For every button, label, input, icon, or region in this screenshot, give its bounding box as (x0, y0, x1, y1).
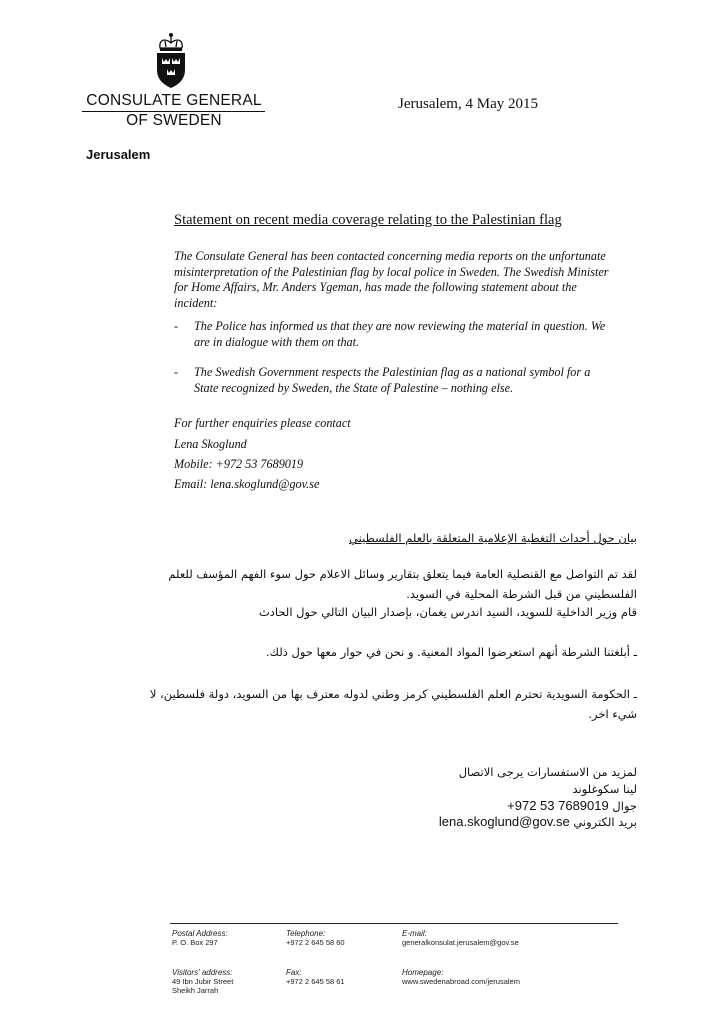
swedish-crown-crest-icon (151, 32, 191, 90)
arabic-title: بيان حول أحداث التغطية الإعلامية المتعلقة بالعلم الفلسطيني (349, 531, 637, 545)
footer-telephone-label: Telephone: (286, 929, 326, 938)
footer-visitors-line1: 49 Ibn Jubir Street (172, 977, 234, 986)
footer-postal-value: P. O. Box 297 (172, 938, 218, 947)
footer-visitors-label: Visitors' address: (172, 968, 233, 977)
statement-bullet (174, 365, 614, 396)
footer-email-value: generalkonsulat.jerusalem@gov.se (402, 938, 519, 947)
arabic-contact-heading: لمزيد من الاستفسارات يرجى الاتصال (458, 765, 637, 779)
contact-mobile: Mobile: +972 53 7689019 (174, 457, 304, 471)
footer-homepage-label: Homepage: (402, 968, 444, 977)
arabic-paragraph-line: قام وزير الداخلية للسويد، السيد اندرس يغمان، بإصدار البيان التالي حول الحادث (258, 605, 637, 619)
arabic-contact-email (439, 814, 637, 829)
arabic-contact-name: لينا سكوغلوند (572, 782, 637, 796)
contact-name: Lena Skoglund (174, 437, 247, 451)
statement-title: Statement on recent media coverage relating to the Palestinian flag (174, 212, 562, 228)
arabic-mobile-value: +972 53 7689019 (507, 798, 609, 813)
arabic-paragraph-line: الفلسطيني من قبل الشرطة المحلية في السويد. (406, 587, 637, 601)
statement-bullet (174, 319, 614, 350)
footer-postal-label: Postal Address: (172, 929, 228, 938)
date-line: Jerusalem, 4 May 2015 (398, 96, 538, 112)
footer-homepage-value: www.swedenabroad.com/jerusalem (402, 977, 520, 986)
city-label: Jerusalem (86, 147, 151, 162)
bullet-text: The Swedish Government respects the Palestinian flag as a national symbol for a State recognized by Sweden, the State of Palestine – nothing else. (194, 365, 591, 395)
arabic-paragraph-line: لقد تم التواصل مع القنصلية العامة فيما يتعلق بتقارير وسائل الاعلام حول سوء الفهم المؤسف للعلم (168, 567, 637, 581)
footer-telephone-value: +972 2 645 58 60 (286, 938, 345, 947)
arabic-bullet-continuation: شيء اخر. (588, 707, 637, 721)
bullet-text: The Police has informed us that they are now reviewing the material in question. We are in dialogue with them on that. (194, 319, 606, 349)
arabic-email-label: بريد الكتروني (573, 815, 637, 829)
statement-intro: The Consulate General has been contacted concerning media reports on the unfortunate misinterpretation of the Palestinian flag by local police in Sweden. The Swedish Minister for Home Affairs, Mr. Anders Ygeman, has made the following statement about the incident: (174, 249, 609, 310)
footer-divider (170, 923, 618, 924)
bullet-dash: - (174, 319, 179, 333)
footer-visitors-line2: Sheikh Jarrah (172, 986, 219, 995)
arabic-bullet: ـ أبلغتنا الشرطة أنهم استعرضوا المواد المعنية. و نحن في حوار معها حول ذلك. (265, 645, 637, 659)
arabic-email-value: lena.skoglund@gov.se (438, 814, 570, 829)
bullet-dash: - (174, 365, 179, 379)
arabic-mobile-label: جوال (612, 799, 637, 813)
arabic-contact-mobile (507, 798, 637, 813)
contact-email: Email: lena.skoglund@gov.se (174, 477, 320, 491)
footer-email-label: E-mail: (402, 929, 427, 938)
contact-heading: For further enquiries please contact (174, 416, 351, 430)
footer-fax-label: Fax: (286, 968, 302, 977)
consulate-name-line2: OF SWEDEN (126, 112, 222, 129)
footer-fax-value: +972 2 645 58 61 (286, 977, 345, 986)
arabic-bullet: ـ الحكومة السويدية تحترم العلم الفلسطيني كرمز وطني لدوله معترف بها من السويد، دولة فلسطين، لا (149, 687, 637, 701)
consulate-name-line1: CONSULATE GENERAL (86, 92, 262, 109)
